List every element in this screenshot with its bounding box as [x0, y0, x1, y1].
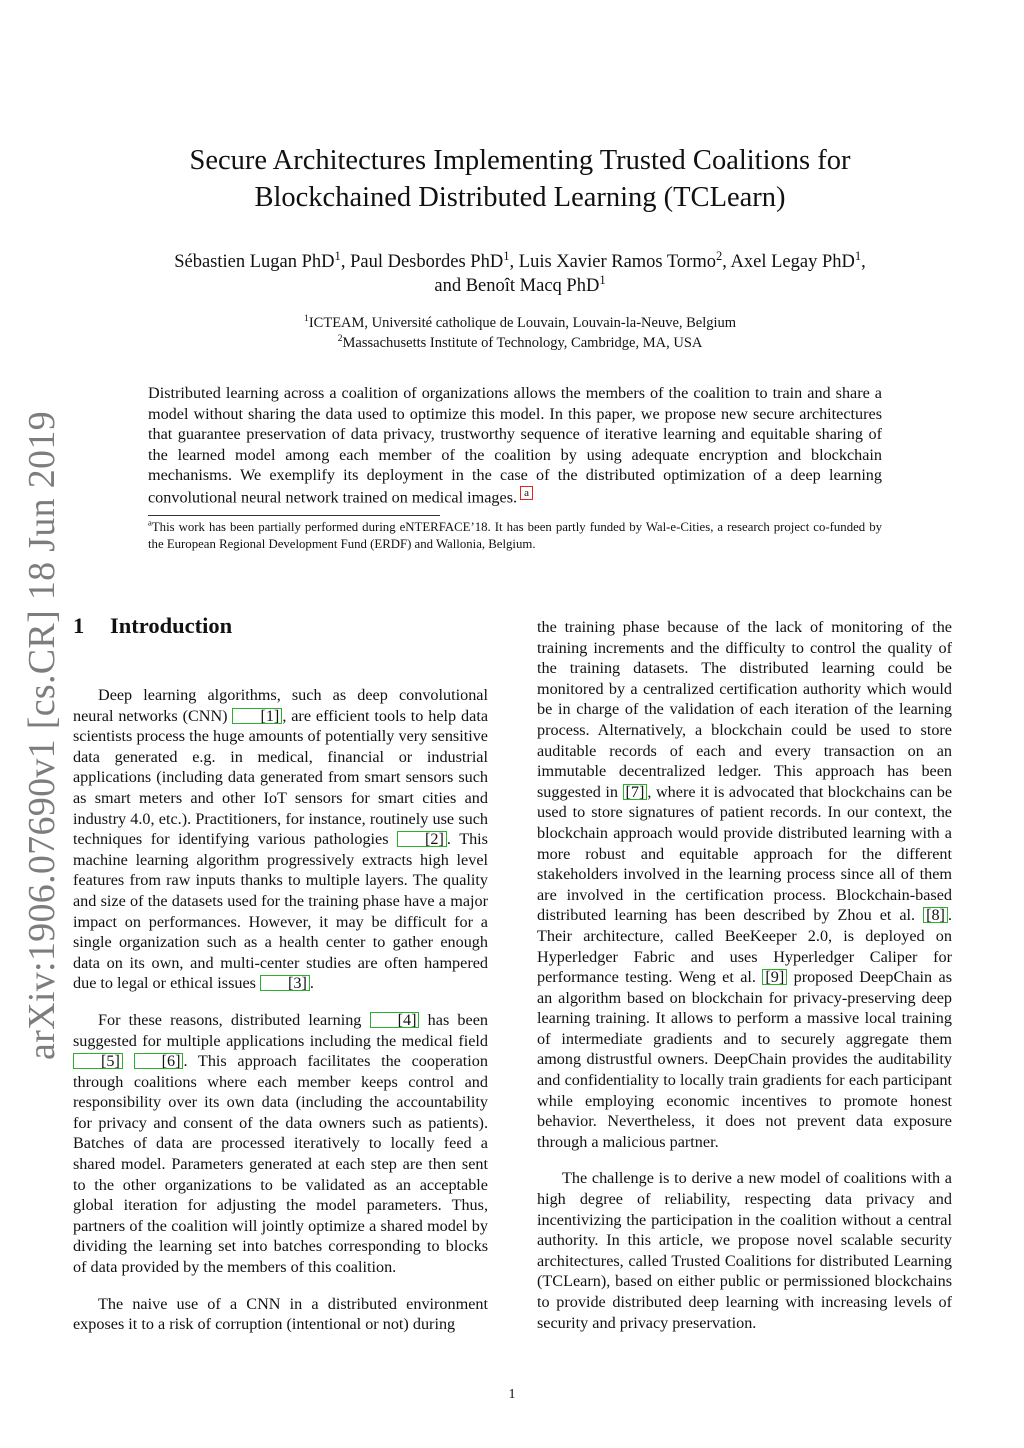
author-separator: , [861, 252, 866, 272]
footnote-divider [148, 515, 440, 516]
author-4-affil: 1 [854, 248, 862, 263]
affiliations [200, 313, 840, 353]
author-list [100, 250, 940, 298]
citation-link[interactable]: [7] [623, 784, 648, 800]
author-3: , Luis Xavier Ramos Tormo [509, 252, 716, 272]
paper-title [140, 142, 900, 216]
paragraph-3: The naive use of a CNN in a distributed environment exposes it to a risk of corruption (intentional or not) during [73, 1294, 488, 1334]
author-4: , Axel Legay PhD [722, 252, 855, 272]
section-number: 1 [73, 613, 85, 638]
author-1: Sébastien Lugan PhD [174, 252, 335, 272]
footnote [148, 519, 882, 553]
footnote-link[interactable]: a [520, 486, 533, 500]
right-column [537, 617, 952, 1333]
left-column [73, 612, 488, 1335]
paragraph-4: the training phase because of the lack of monitoring of the training increments and the difficulty to control the quality of the training datasets. The distributed learning could be monitored by a centralized certification authority which would be in charge of the validation of each iteration of the learning process. Alternatively, a blockchain could be used to store auditable records of each and every transaction on an immutable decentralized ledger. This approach has been suggested in [7] , where it is advocated that blockchains can be used to store signatures of patient records. In our context, the blockchain approach would provide distributed learning with a more robust and equitable approach for the different stakeholders involved in the learning process since all of them are involved in the certification process. Blockchain-based distributed learning has been described by Zhou et al. [8] . Their architecture, called BeeKeeper 2.0, is deployed on Hyperledger Fabric and uses Hyperledger Caliper for performance testing. Weng et al. [9] proposed DeepChain as an algorithm based on blockchain for privacy-preserving deep learning training. It allows to perform a massive local training of intermediate gradients and to securely aggregate them among distrustful owners. DeepChain provides the auditability and confidentiality to locally train gradients for each participant while employing economic incentives to promote honest behavior. Nevertheless, it does not prevent data exposure through a malicious partner. [537, 618, 953, 1151]
arxiv-identifier[interactable]: arXiv:1906.07690v1 [cs.CR] 18 Jun 2019 [21, 411, 63, 1060]
abstract-text: Distributed learning across a coalition of organizations allows the members of the coalition to train and share a model without sharing the data used to optimize this model. In this paper, we propose new secure architectures that guarantee preservation of data privacy, trustworthy sequence of iterative learning and equitable sharing of the learned model among each member of the coalition by using adequate encryption and blockchain mechanisms. We exemplify its deployment in the case of the distributed optimization of a deep learning convolutional neural network trained on medical images. [148, 384, 882, 507]
affiliation-1: $^1$ICTEAM, Université catholique de Louvain, Louvain-la-Neuve, Belgium [303, 313, 737, 331]
author-3-affil: 2 [715, 248, 723, 263]
author-5: and Benoît Macq PhD [434, 276, 600, 296]
footnote-marker: a [148, 517, 152, 528]
section-title: Introduction [110, 613, 233, 638]
citation-link[interactable]: [1] [232, 708, 282, 724]
abstract [148, 383, 882, 508]
author-1-affil: 1 [334, 248, 341, 263]
title-line-1: Secure Architectures Implementing Trusted Coalitions for [189, 145, 851, 176]
citation-link[interactable]: [3] [260, 975, 310, 991]
author-2: , Paul Desbordes PhD [340, 252, 504, 272]
author-2-affil: 1 [503, 248, 510, 263]
citation-link[interactable]: [8] [923, 907, 948, 923]
affiliation-2: $^2$Massachusetts Institute of Technology, Cambridge, MA, USA [337, 333, 703, 351]
citation-link[interactable]: [9] [762, 969, 787, 985]
citation-link[interactable]: [4] [370, 1012, 420, 1028]
paragraph-2: For these reasons, distributed learning [4] has been suggested for multiple applications including the medical field [5] [6] . This approach facilitates the cooperation through coalitions where each member keeps control and responsibility over its own data (including the accountability for privacy and consent of the data owners such as patients). Batches of data are processed iteratively to locally feed a shared model. Parameters generated at each step are then sent to the other organizations to be validated as an acceptable global iteration for adjusting the model parameters. Thus, partners of the coalition will jointly optimize a shared model by dividing the learning set into batches corresponding to blocks of data provided by the members of this coalition. [73, 1010, 488, 1277]
citation-link[interactable]: [5] [73, 1053, 123, 1069]
paragraph-5: The challenge is to derive a new model of coalitions with a high degree of reliability, respecting data privacy and incentivizing the participation in the coalition without a central authority. In this article, we propose novel scalable security architectures, called Trusted Coalitions for distributed Learning (TCLearn), based on either public or permissioned blockchains to provide distributed deep learning with increasing levels of security and privacy preservation. [537, 1169, 952, 1332]
citation-link[interactable]: [2] [397, 831, 447, 847]
section-heading [73, 612, 488, 640]
page-number: 1 [508, 1387, 516, 1402]
paragraph-1: Deep learning algorithms, such as deep convolutional neural networks (CNN) [1] , are efficient tools to help data scientists process the huge amounts of potentially very sensitive data generated e.g. in medical, financial or industrial applications (including data generated from smart sensors such as smart meters and other IoT sensors for smart cities and industry 4.0, etc.). Practitioners, for instance, routinely use such techniques for identifying various pathologies [2] . This machine learning algorithm progressively extracts high level features from raw inputs thanks to multiple layers. The quality and size of the datasets used for the training phase have a major impact on performances. However, it may be difficult for a single organization such as a health center to gather enough data on its own, and multi-center studies are often hampered due to legal or ethical issues [3] . [73, 686, 489, 993]
title-line-2: Blockchained Distributed Learning (TCLearn) [254, 182, 786, 213]
author-5-affil: 1 [599, 272, 606, 287]
citation-link[interactable]: [6] [134, 1053, 184, 1069]
footnote-text: This work has been partially performed during eNTERFACE’18. It has been partly funded by Wal-e-Cities, a research project co-funded by the European Regional Development Fund (ERDF) and Wallonia, Belgium. [148, 520, 882, 551]
